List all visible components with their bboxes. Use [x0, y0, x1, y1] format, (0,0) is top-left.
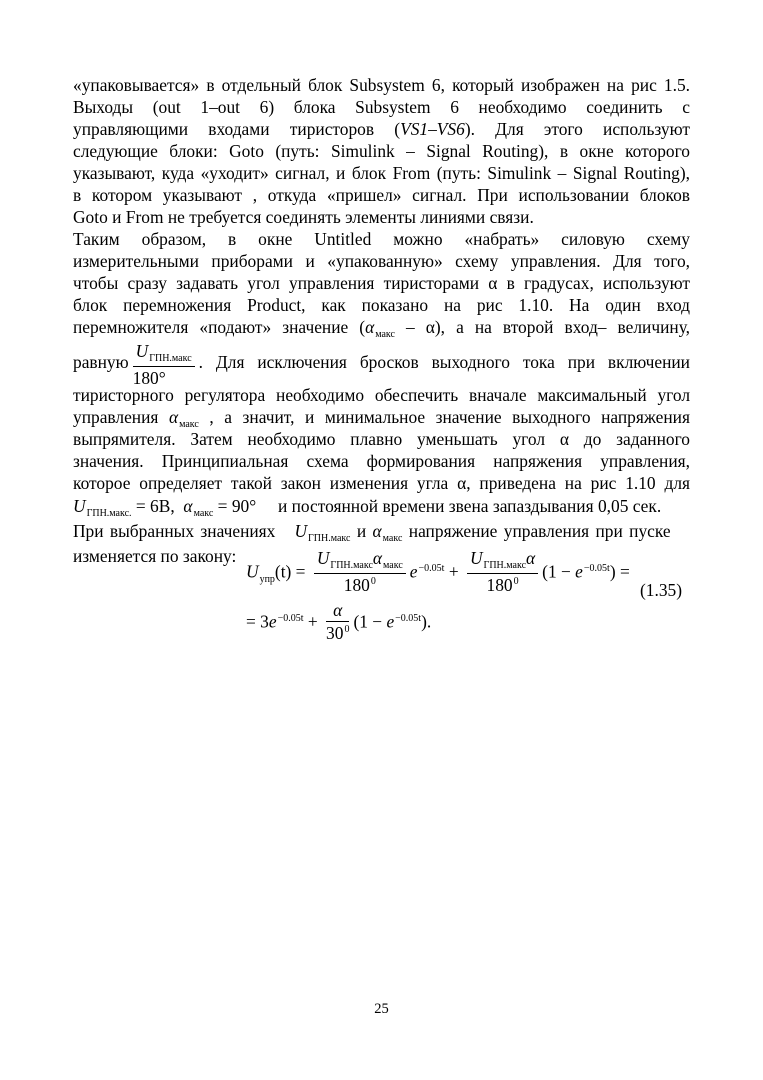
text-line — [73, 250, 690, 272]
text-span: При выбранных значениях — [73, 521, 276, 541]
text-span: – α), а на второй вход– величину, — [394, 317, 691, 337]
text-line — [73, 118, 690, 140]
text-span: выпрямителя. Затем необходимо плавно уменьшать угол α до заданного — [73, 429, 690, 449]
fraction-denominator — [467, 574, 538, 599]
fraction-numerator — [467, 548, 538, 574]
fraction-denominator: 180° — [132, 367, 166, 388]
text-span: указывают, куда «уходит» сигнал, и блок From (путь: Simulink – Signal Routing), — [73, 163, 690, 183]
text-span: Таким образом, в окне Untitled можно «набрать» силовую схему — [73, 229, 690, 249]
math-text: (1 − — [542, 561, 576, 582]
text-line — [73, 206, 690, 228]
math-alpha: α — [372, 548, 383, 568]
math-superscript: 0 — [370, 576, 376, 587]
text-line — [73, 228, 690, 250]
math-U: U — [469, 548, 483, 568]
text-line-fraction — [73, 340, 690, 388]
equation-number: (1.35) — [640, 580, 683, 600]
text-line — [73, 162, 690, 184]
text-span: измерительными приборами и «упакованную» схему управления. Для того, — [73, 251, 690, 271]
math-alpha: α — [333, 600, 343, 620]
math-text: ). — [421, 611, 432, 632]
math-alpha: α — [168, 407, 179, 427]
math-subscript: макс — [383, 560, 403, 571]
math-superscript: −0.05t — [418, 562, 445, 574]
math-subscript: макс — [382, 533, 403, 544]
text-line — [73, 520, 690, 546]
text-span: равную — [73, 352, 129, 372]
math-U: U — [246, 561, 259, 582]
text-span: изменяется по закону: — [73, 546, 237, 566]
math-superscript: −0.05t — [583, 562, 610, 574]
text-line — [73, 428, 690, 450]
math-alpha: α — [526, 548, 536, 568]
text-span: управляющими входами тиристоров ( — [73, 119, 401, 139]
math-U: U — [73, 496, 86, 516]
math-superscript: −0.05t — [277, 612, 304, 624]
math-text: = 3 — [246, 611, 269, 632]
math-superscript: 0 — [344, 624, 350, 635]
math-subscript: ГПН.макс — [308, 533, 351, 544]
text-span: в котором указывают , откуда «пришел» сигнал. При использовании блоков — [73, 185, 690, 205]
math-text: ) = — [609, 561, 630, 582]
text-span: значения. Принципиальная схема формирования напряжения управления, — [73, 451, 690, 471]
math-operator: + — [307, 611, 318, 632]
text-line — [73, 272, 690, 294]
math-e: e — [386, 611, 395, 632]
math-e: e — [575, 561, 583, 582]
text-span: блок перемножения Product, как показано на рис 1.10. На один вход — [73, 295, 690, 315]
text-line — [73, 384, 690, 406]
math-text: 30 — [326, 623, 344, 643]
text-span: , а значит, и минимальное значение выходного напряжения — [209, 407, 690, 427]
text-span: напряжение управления при пуске — [408, 521, 671, 541]
math-U: U — [135, 340, 149, 361]
math-text: 180 — [343, 575, 370, 595]
fraction — [314, 548, 406, 599]
text-line — [73, 96, 690, 118]
math-subscript: макс — [179, 419, 199, 430]
text-line — [73, 294, 690, 316]
text-line — [73, 316, 690, 342]
math-e: e — [409, 561, 418, 582]
math-superscript: 0 — [513, 576, 519, 587]
math-U: U — [316, 548, 330, 568]
fraction-denominator — [326, 622, 349, 647]
text-span: перемножителя «подают» значение ( — [73, 317, 366, 337]
text-span: тиристорного регулятора необходимо обеспечить вначале максимальный угол — [73, 385, 690, 405]
fraction — [326, 600, 349, 647]
math-alpha: α — [365, 317, 375, 337]
text-span: управления — [73, 407, 159, 427]
math-subscript: ГПН.макс — [330, 560, 373, 571]
page-number: 25 — [374, 1001, 389, 1017]
equation-line-2 — [246, 600, 431, 647]
text-line — [73, 74, 690, 96]
text-span: . Для исключения бросков выходного тока при включении — [198, 352, 690, 372]
fraction — [467, 548, 538, 599]
math-text: 180 — [486, 575, 513, 595]
math-subscript: макс — [375, 329, 395, 340]
fraction-denominator — [314, 574, 406, 599]
math-subscript: ГПН.макс — [149, 352, 192, 364]
equation-line-1 — [246, 548, 630, 599]
text-span: ). Для этого используют — [464, 119, 690, 139]
fraction-numerator — [133, 341, 195, 367]
text-span: и — [356, 521, 367, 541]
text-line — [73, 495, 690, 521]
math-subscript: ГПН.макс. — [86, 508, 132, 519]
fraction-numerator — [326, 600, 349, 622]
text-span-italic: VS1–VS6 — [400, 119, 465, 139]
math-e: e — [268, 611, 277, 632]
text-line — [73, 184, 690, 206]
text-line — [73, 450, 690, 472]
math-subscript: упр — [259, 573, 275, 585]
math-text: (t) = — [274, 561, 306, 582]
math-alpha: α — [183, 496, 193, 516]
text-span: следующие блоки: Goto (путь: Simulink – Signal Routing), в окне которого — [73, 141, 690, 161]
math-subscript: ГПН.макс — [483, 560, 527, 571]
math-U: U — [294, 521, 307, 541]
text-span: и постоянной времени звена запаздывания 0,05 сек. — [277, 496, 662, 516]
text-span: = 90° — [217, 496, 257, 516]
math-operator: + — [448, 561, 459, 582]
text-line — [73, 472, 690, 494]
fraction-numerator — [314, 548, 406, 574]
text-span: которое определяет такой закон изменения угла α, приведена на рис 1.10 для — [73, 473, 690, 493]
text-span: Goto и From не требуется соединять элементы линиями связи. — [73, 207, 534, 227]
text-span: чтобы сразу задавать угол управления тиристорами α в градусах, используют — [73, 273, 690, 293]
text-span: Выходы (out 1–out 6) блока Subsystem 6 необходимо соединить с — [73, 97, 690, 117]
math-alpha: α — [372, 521, 382, 541]
math-subscript: макс — [193, 508, 214, 519]
math-text: (1 − — [353, 611, 387, 632]
fraction — [133, 341, 195, 388]
text-span: «упаковывается» в отдельный блок Subsystem 6, который изображен на рис 1.5. — [73, 75, 690, 95]
math-superscript: −0.05t — [395, 612, 422, 624]
text-line — [73, 140, 690, 162]
text-span: = 6В, — [135, 496, 175, 516]
